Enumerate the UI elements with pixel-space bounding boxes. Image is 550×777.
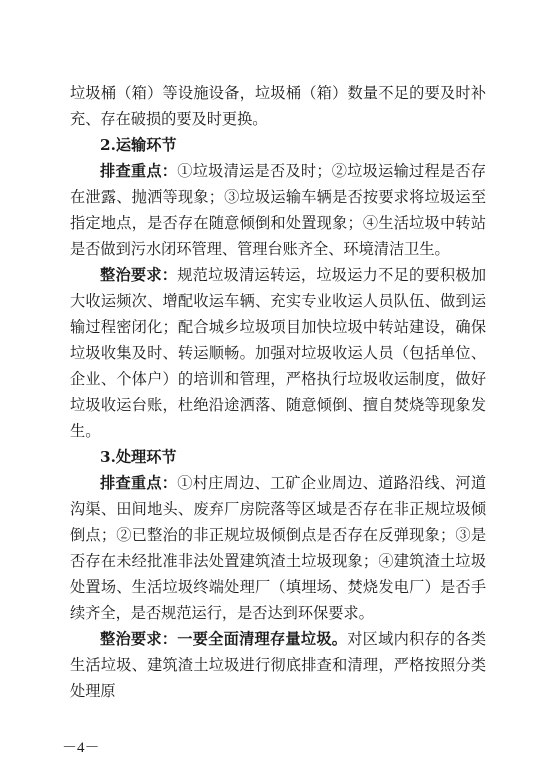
rectification-text: 规范垃圾清运转运，垃圾运力不足的要积极加大收运频次、增配收运车辆、充实专业收运人员队伍、做到运输过程密闭化；配合城乡垃圾项目加快垃圾中转站建设，确保垃圾收集及时、转运顺畅。加强对垃圾收运人员（包括单位、企业、个体户）的培训和管理，严格执行垃圾收运制度，做好垃圾收运台账，杜绝沿途洒落、随意倾倒、擅自焚烧等现象发生。 (70, 266, 487, 440)
paragraph-transport-rectification (70, 262, 486, 444)
paragraph-processing-inspection (70, 470, 486, 626)
page-number: －4－ (62, 740, 100, 756)
paragraph-transport-inspection (70, 158, 486, 262)
document-body (70, 80, 486, 704)
rectification-text: 对区域内积存的各类生活垃圾、建筑渣土垃圾进行彻底排查和清理，严格按照分类处理原 (70, 630, 487, 700)
inspection-lead: 排查重点： (100, 162, 178, 180)
inspection-text: ①村庄周边、工矿企业周边、道路沿线、河道沟渠、田间地头、废弃厂房院落等区域是否存在非正规垃圾倾倒点；②已整治的非正规垃圾倾倒点是否存在反弹现象；③是否存在未经批准非法处置建筑渣土垃圾现象；④建筑渣土垃圾处置场、生活垃圾终端处理厂（填埋场、焚烧发电厂）是否手续齐全，是否规范运行，是否达到环保要求。 (70, 474, 487, 622)
paragraph-processing-rectification (70, 626, 486, 704)
paragraph-bins: 垃圾桶（箱）等设施设备，垃圾桶（箱）数量不足的要及时补充、存在破损的要及时更换。 (70, 84, 486, 128)
inspection-text: ①垃圾清运是否及时；②垃圾运输过程是否存在泄露、抛洒等现象；③垃圾运输车辆是否按要求将垃圾运至指定地点，是否存在随意倾倒和处置现象；④生活垃圾中转站是否做到污水闭环管理、管理台账齐全、环境清洁卫生。 (70, 162, 487, 258)
rectification-sublead: 一要全面清理存量垃圾。 (177, 630, 348, 648)
rectification-lead: 整治要求： (100, 630, 178, 648)
inspection-lead: 排查重点： (100, 474, 178, 492)
section-heading-transport: 2.运输环节 (100, 136, 177, 154)
section-heading-processing: 3.处理环节 (100, 448, 177, 466)
rectification-lead: 整治要求： (100, 266, 178, 284)
